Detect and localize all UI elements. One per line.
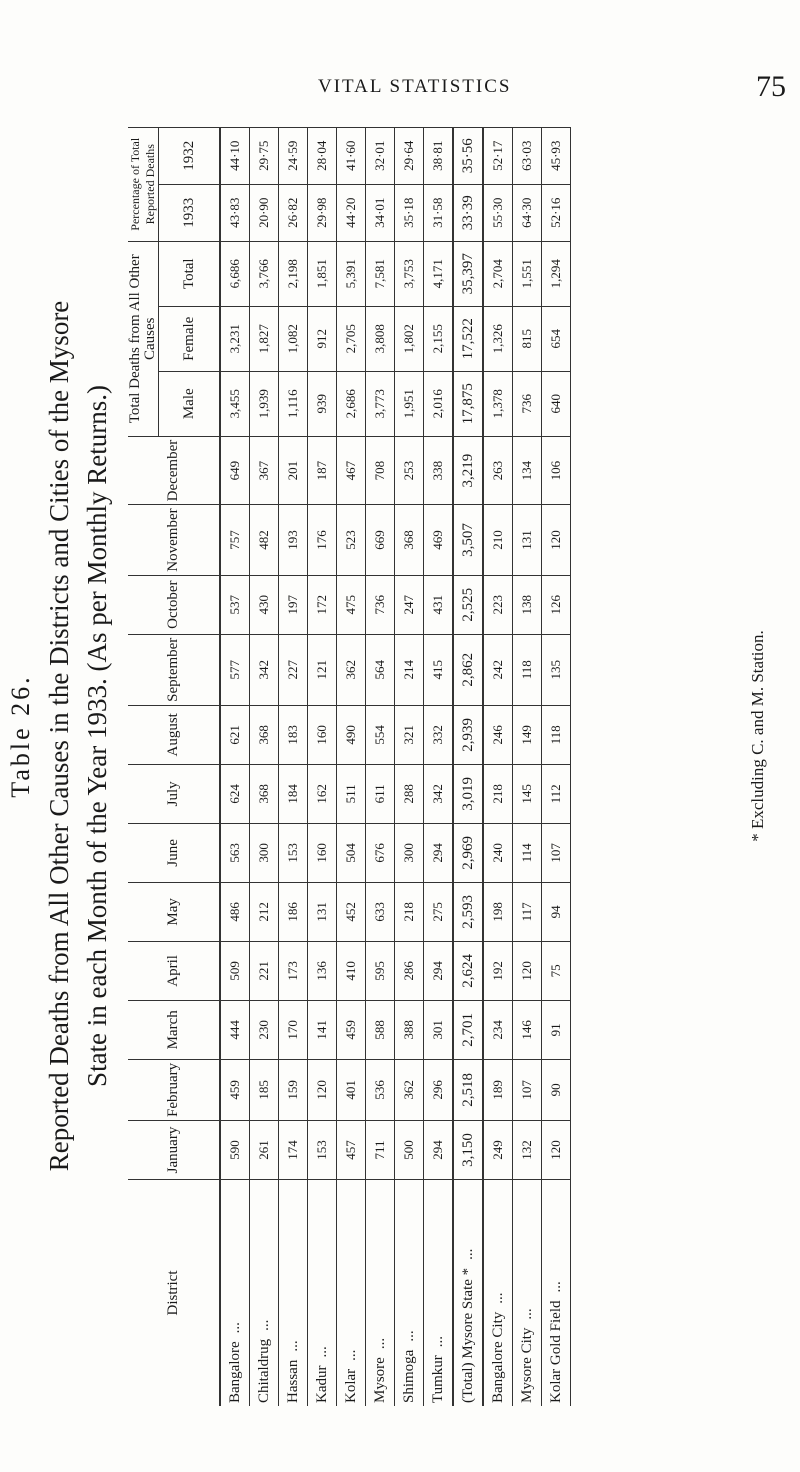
month-value-cell: 2,969 bbox=[453, 823, 483, 882]
month-value-cell: 242 bbox=[483, 634, 513, 705]
male-cell: 2,686 bbox=[337, 371, 366, 436]
pct-1932-cell: 29·64 bbox=[395, 127, 424, 184]
male-cell: 3,455 bbox=[220, 371, 250, 436]
month-value-cell: 159 bbox=[279, 1059, 308, 1120]
month-value-cell: 410 bbox=[337, 941, 366, 1000]
total-header: Total bbox=[159, 241, 221, 306]
month-value-cell: 504 bbox=[337, 823, 366, 882]
month-value-cell: 342 bbox=[250, 634, 279, 705]
month-header: September bbox=[128, 634, 220, 705]
month-value-cell: 117 bbox=[513, 882, 542, 941]
pct-1932-header: 1932 bbox=[159, 127, 221, 184]
month-value-cell: 388 bbox=[395, 1000, 424, 1059]
female-cell: 1,326 bbox=[483, 306, 513, 371]
month-value-cell: 459 bbox=[220, 1059, 250, 1120]
total-cell: 7,581 bbox=[366, 241, 395, 306]
month-value-cell: 708 bbox=[366, 436, 395, 505]
month-value-cell: 174 bbox=[279, 1121, 308, 1180]
month-value-cell: 114 bbox=[513, 823, 542, 882]
male-cell: 17,875 bbox=[453, 371, 483, 436]
district-name bbox=[308, 1180, 337, 1407]
month-value-cell: 633 bbox=[366, 882, 395, 941]
district-row bbox=[424, 127, 454, 1406]
month-header: January bbox=[128, 1121, 220, 1180]
month-value-cell: 131 bbox=[308, 882, 337, 941]
table-title-line-1: Reported Deaths from All Other Causes in the Districts and Cities of the Mysore bbox=[44, 300, 74, 1172]
month-value-cell: 247 bbox=[395, 575, 424, 634]
female-cell: 815 bbox=[513, 306, 542, 371]
district-name bbox=[220, 1180, 250, 1407]
month-value-cell: 2,525 bbox=[453, 575, 483, 634]
pct-1932-cell: 38·81 bbox=[424, 127, 454, 184]
month-value-cell: 246 bbox=[483, 705, 513, 764]
month-value-cell: 189 bbox=[483, 1059, 513, 1120]
leader-dots: ... bbox=[226, 1322, 243, 1334]
total-deaths-group-header: Total Deaths from All Other Causes bbox=[128, 241, 159, 436]
district-name-text: Shimoga bbox=[400, 1349, 417, 1403]
month-value-cell: 2,862 bbox=[453, 634, 483, 705]
month-value-cell: 294 bbox=[424, 941, 454, 1000]
month-value-cell: 240 bbox=[483, 823, 513, 882]
month-value-cell: 223 bbox=[483, 575, 513, 634]
female-cell: 3,808 bbox=[366, 306, 395, 371]
total-cell: 1,851 bbox=[308, 241, 337, 306]
page-number: 75 bbox=[756, 70, 786, 103]
total-cell: 2,198 bbox=[279, 241, 308, 306]
pct-1933-cell: 52·16 bbox=[542, 184, 571, 241]
leader-dots: ... bbox=[342, 1349, 359, 1361]
month-value-cell: 3,019 bbox=[453, 764, 483, 823]
month-value-cell: 452 bbox=[337, 882, 366, 941]
month-value-cell: 263 bbox=[483, 436, 513, 505]
month-value-cell: 490 bbox=[337, 705, 366, 764]
month-value-cell: 121 bbox=[308, 634, 337, 705]
total-cell: 2,704 bbox=[483, 241, 513, 306]
pct-1933-cell: 43·83 bbox=[220, 184, 250, 241]
month-value-cell: 669 bbox=[366, 505, 395, 575]
month-header: August bbox=[128, 705, 220, 764]
month-value-cell: 197 bbox=[279, 575, 308, 634]
leader-dots: ... bbox=[547, 1281, 564, 1293]
month-value-cell: 230 bbox=[250, 1000, 279, 1059]
month-value-cell: 183 bbox=[279, 705, 308, 764]
month-value-cell: 611 bbox=[366, 764, 395, 823]
month-value-cell: 368 bbox=[250, 764, 279, 823]
month-value-cell: 138 bbox=[513, 575, 542, 634]
district-name bbox=[424, 1180, 454, 1407]
month-value-cell: 595 bbox=[366, 941, 395, 1000]
month-value-cell: 294 bbox=[424, 1121, 454, 1180]
total-cell: 3,753 bbox=[395, 241, 424, 306]
month-value-cell: 160 bbox=[308, 823, 337, 882]
month-value-cell: 300 bbox=[395, 823, 424, 882]
state-total-row bbox=[453, 127, 483, 1406]
month-value-cell: 176 bbox=[308, 505, 337, 575]
month-value-cell: 218 bbox=[395, 882, 424, 941]
district-name-text: Bangalore bbox=[226, 1341, 243, 1403]
month-value-cell: 564 bbox=[366, 634, 395, 705]
pct-1932-cell: 28·04 bbox=[308, 127, 337, 184]
month-header: April bbox=[128, 941, 220, 1000]
district-header: District bbox=[128, 1180, 220, 1407]
leader-dots: ... bbox=[400, 1330, 417, 1342]
male-cell: 1,951 bbox=[395, 371, 424, 436]
total-cell: 4,171 bbox=[424, 241, 454, 306]
month-value-cell: 120 bbox=[513, 941, 542, 1000]
month-value-cell: 475 bbox=[337, 575, 366, 634]
month-value-cell: 362 bbox=[337, 634, 366, 705]
pct-1933-cell: 64·30 bbox=[513, 184, 542, 241]
total-cell: 1,294 bbox=[542, 241, 571, 306]
female-cell: 2,705 bbox=[337, 306, 366, 371]
month-value-cell: 145 bbox=[513, 764, 542, 823]
month-value-cell: 201 bbox=[279, 436, 308, 505]
district-name bbox=[337, 1180, 366, 1407]
month-value-cell: 457 bbox=[337, 1121, 366, 1180]
footnote: * Excluding C. and M. Station. bbox=[748, 630, 767, 842]
district-name bbox=[395, 1180, 424, 1407]
male-cell: 1,939 bbox=[250, 371, 279, 436]
month-value-cell: 234 bbox=[483, 1000, 513, 1059]
pct-1932-cell: 32·01 bbox=[366, 127, 395, 184]
pct-1932-cell: 41·60 bbox=[337, 127, 366, 184]
month-value-cell: 300 bbox=[250, 823, 279, 882]
month-value-cell: 153 bbox=[279, 823, 308, 882]
leader-dots: ... bbox=[313, 1346, 330, 1358]
pct-1933-header: 1933 bbox=[159, 184, 221, 241]
leader-dots: ... bbox=[429, 1335, 446, 1348]
male-cell: 736 bbox=[513, 371, 542, 436]
leader-dots: ... bbox=[518, 1308, 535, 1320]
month-value-cell: 210 bbox=[483, 505, 513, 575]
month-value-cell: 342 bbox=[424, 764, 454, 823]
month-value-cell: 249 bbox=[483, 1121, 513, 1180]
month-value-cell: 332 bbox=[424, 705, 454, 764]
month-value-cell: 676 bbox=[366, 823, 395, 882]
month-value-cell: 112 bbox=[542, 764, 571, 823]
total-cell: 35,397 bbox=[453, 241, 483, 306]
month-value-cell: 187 bbox=[308, 436, 337, 505]
month-value-cell: 126 bbox=[542, 575, 571, 634]
male-cell: 1,378 bbox=[483, 371, 513, 436]
district-name bbox=[513, 1180, 542, 1407]
month-value-cell: 173 bbox=[279, 941, 308, 1000]
running-head: VITAL STATISTICS bbox=[318, 76, 512, 97]
district-name bbox=[453, 1180, 483, 1407]
month-value-cell: 588 bbox=[366, 1000, 395, 1059]
male-cell: 640 bbox=[542, 371, 571, 436]
district-row bbox=[279, 127, 308, 1406]
male-cell: 2,016 bbox=[424, 371, 454, 436]
month-value-cell: 563 bbox=[220, 823, 250, 882]
pct-1933-cell: 35·18 bbox=[395, 184, 424, 241]
month-value-cell: 757 bbox=[220, 505, 250, 575]
total-cell: 3,766 bbox=[250, 241, 279, 306]
pct-1933-cell: 55·30 bbox=[483, 184, 513, 241]
month-value-cell: 3,507 bbox=[453, 505, 483, 575]
month-value-cell: 368 bbox=[250, 705, 279, 764]
male-cell: 3,773 bbox=[366, 371, 395, 436]
month-value-cell: 149 bbox=[513, 705, 542, 764]
leader-dots: ... bbox=[459, 1248, 476, 1260]
month-value-cell: 286 bbox=[395, 941, 424, 1000]
month-value-cell: 253 bbox=[395, 436, 424, 505]
month-value-cell: 227 bbox=[279, 634, 308, 705]
month-value-cell: 444 bbox=[220, 1000, 250, 1059]
district-row bbox=[250, 127, 279, 1406]
month-value-cell: 338 bbox=[424, 436, 454, 505]
month-value-cell: 523 bbox=[337, 505, 366, 575]
month-value-cell: 500 bbox=[395, 1121, 424, 1180]
pct-1933-cell: 31·58 bbox=[424, 184, 454, 241]
month-value-cell: 134 bbox=[513, 436, 542, 505]
district-row bbox=[220, 127, 250, 1406]
month-value-cell: 91 bbox=[542, 1000, 571, 1059]
month-value-cell: 649 bbox=[220, 436, 250, 505]
city-row bbox=[542, 127, 571, 1406]
leader-dots: ... bbox=[284, 1340, 301, 1352]
total-cell: 1,551 bbox=[513, 241, 542, 306]
district-name-text: (Total) Mysore State * bbox=[459, 1267, 476, 1403]
pct-1932-cell: 63·03 bbox=[513, 127, 542, 184]
pct-1932-cell: 44·10 bbox=[220, 127, 250, 184]
month-value-cell: 577 bbox=[220, 634, 250, 705]
female-header: Female bbox=[159, 306, 221, 371]
female-cell: 654 bbox=[542, 306, 571, 371]
month-header: July bbox=[128, 764, 220, 823]
month-value-cell: 621 bbox=[220, 705, 250, 764]
month-value-cell: 2,939 bbox=[453, 705, 483, 764]
district-name bbox=[250, 1180, 279, 1407]
district-name-text: Bangalore City bbox=[489, 1311, 506, 1403]
month-header: October bbox=[128, 575, 220, 634]
district-name-text: Kolar Gold Field bbox=[547, 1300, 564, 1403]
month-value-cell: 431 bbox=[424, 575, 454, 634]
pct-1932-cell: 45·93 bbox=[542, 127, 571, 184]
month-value-cell: 107 bbox=[542, 823, 571, 882]
month-value-cell: 301 bbox=[424, 1000, 454, 1059]
month-value-cell: 467 bbox=[337, 436, 366, 505]
district-name bbox=[542, 1180, 571, 1407]
month-value-cell: 486 bbox=[220, 882, 250, 941]
month-value-cell: 90 bbox=[542, 1059, 571, 1120]
month-value-cell: 2,701 bbox=[453, 1000, 483, 1059]
district-name-text: Hassan bbox=[284, 1359, 301, 1403]
month-value-cell: 75 bbox=[542, 941, 571, 1000]
female-cell: 2,155 bbox=[424, 306, 454, 371]
month-value-cell: 141 bbox=[308, 1000, 337, 1059]
month-value-cell: 367 bbox=[250, 436, 279, 505]
month-value-cell: 160 bbox=[308, 705, 337, 764]
month-value-cell: 131 bbox=[513, 505, 542, 575]
month-value-cell: 459 bbox=[337, 1000, 366, 1059]
month-value-cell: 162 bbox=[308, 764, 337, 823]
month-value-cell: 186 bbox=[279, 882, 308, 941]
month-value-cell: 2,518 bbox=[453, 1059, 483, 1120]
district-name-text: Mysore bbox=[371, 1357, 388, 1403]
female-cell: 3,231 bbox=[220, 306, 250, 371]
month-value-cell: 3,219 bbox=[453, 436, 483, 505]
pct-1933-cell: 33·39 bbox=[453, 184, 483, 241]
month-value-cell: 120 bbox=[542, 505, 571, 575]
month-value-cell: 192 bbox=[483, 941, 513, 1000]
total-cell: 5,391 bbox=[337, 241, 366, 306]
leader-dots: ... bbox=[489, 1292, 506, 1304]
month-value-cell: 482 bbox=[250, 505, 279, 575]
month-value-cell: 198 bbox=[483, 882, 513, 941]
month-value-cell: 362 bbox=[395, 1059, 424, 1120]
month-value-cell: 368 bbox=[395, 505, 424, 575]
month-value-cell: 184 bbox=[279, 764, 308, 823]
month-value-cell: 537 bbox=[220, 575, 250, 634]
month-header: June bbox=[128, 823, 220, 882]
month-value-cell: 469 bbox=[424, 505, 454, 575]
month-value-cell: 212 bbox=[250, 882, 279, 941]
district-row bbox=[395, 127, 424, 1406]
month-value-cell: 415 bbox=[424, 634, 454, 705]
female-cell: 1,827 bbox=[250, 306, 279, 371]
deaths-table bbox=[128, 127, 571, 1406]
month-value-cell: 218 bbox=[483, 764, 513, 823]
month-value-cell: 118 bbox=[542, 705, 571, 764]
month-value-cell: 107 bbox=[513, 1059, 542, 1120]
month-value-cell: 170 bbox=[279, 1000, 308, 1059]
month-value-cell: 120 bbox=[308, 1059, 337, 1120]
district-row bbox=[308, 127, 337, 1406]
pct-1932-cell: 52·17 bbox=[483, 127, 513, 184]
pct-1933-cell: 44·20 bbox=[337, 184, 366, 241]
pct-1933-cell: 29·98 bbox=[308, 184, 337, 241]
month-value-cell: 146 bbox=[513, 1000, 542, 1059]
month-value-cell: 536 bbox=[366, 1059, 395, 1120]
female-cell: 912 bbox=[308, 306, 337, 371]
month-value-cell: 185 bbox=[250, 1059, 279, 1120]
month-value-cell: 511 bbox=[337, 764, 366, 823]
month-value-cell: 221 bbox=[250, 941, 279, 1000]
female-cell: 1,802 bbox=[395, 306, 424, 371]
month-value-cell: 275 bbox=[424, 882, 454, 941]
month-value-cell: 120 bbox=[542, 1121, 571, 1180]
pct-1933-cell: 20·90 bbox=[250, 184, 279, 241]
pct-1932-cell: 24·59 bbox=[279, 127, 308, 184]
month-value-cell: 106 bbox=[542, 436, 571, 505]
district-name-text: Mysore City bbox=[518, 1327, 535, 1403]
city-row bbox=[483, 127, 513, 1406]
district-name-text: Chitaldrug bbox=[255, 1338, 272, 1403]
month-value-cell: 711 bbox=[366, 1121, 395, 1180]
male-header: Male bbox=[159, 371, 221, 436]
district-name-text: Kolar bbox=[342, 1368, 359, 1403]
month-value-cell: 136 bbox=[308, 941, 337, 1000]
table-title-line-2: State in each Month of the Year 1933. (As per Monthly Returns.) bbox=[82, 385, 112, 1087]
month-value-cell: 430 bbox=[250, 575, 279, 634]
female-cell: 1,082 bbox=[279, 306, 308, 371]
male-cell: 1,116 bbox=[279, 371, 308, 436]
month-value-cell: 94 bbox=[542, 882, 571, 941]
month-header: November bbox=[128, 505, 220, 575]
district-row bbox=[337, 127, 366, 1406]
month-value-cell: 288 bbox=[395, 764, 424, 823]
month-value-cell: 554 bbox=[366, 705, 395, 764]
district-name-text: Kadur bbox=[313, 1365, 330, 1403]
month-value-cell: 736 bbox=[366, 575, 395, 634]
month-header: February bbox=[128, 1059, 220, 1120]
header-row bbox=[128, 127, 159, 1406]
month-value-cell: 2,624 bbox=[453, 941, 483, 1000]
month-header: December bbox=[128, 436, 220, 505]
male-cell: 939 bbox=[308, 371, 337, 436]
month-value-cell: 172 bbox=[308, 575, 337, 634]
month-value-cell: 624 bbox=[220, 764, 250, 823]
month-value-cell: 2,593 bbox=[453, 882, 483, 941]
month-value-cell: 590 bbox=[220, 1121, 250, 1180]
month-value-cell: 294 bbox=[424, 823, 454, 882]
district-row bbox=[366, 127, 395, 1406]
month-header: May bbox=[128, 882, 220, 941]
total-cell: 6,686 bbox=[220, 241, 250, 306]
district-name bbox=[366, 1180, 395, 1407]
pct-1932-cell: 29·75 bbox=[250, 127, 279, 184]
month-value-cell: 153 bbox=[308, 1121, 337, 1180]
table-body bbox=[220, 127, 571, 1406]
city-row bbox=[513, 127, 542, 1406]
pct-1933-cell: 34·01 bbox=[366, 184, 395, 241]
month-value-cell: 261 bbox=[250, 1121, 279, 1180]
month-value-cell: 296 bbox=[424, 1059, 454, 1120]
female-cell: 17,522 bbox=[453, 306, 483, 371]
month-value-cell: 321 bbox=[395, 705, 424, 764]
month-value-cell: 214 bbox=[395, 634, 424, 705]
leader-dots: ... bbox=[371, 1337, 388, 1350]
month-value-cell: 132 bbox=[513, 1121, 542, 1180]
pct-1932-cell: 35·56 bbox=[453, 127, 483, 184]
month-value-cell: 401 bbox=[337, 1059, 366, 1120]
leader-dots: ... bbox=[255, 1319, 272, 1331]
month-header: March bbox=[128, 1000, 220, 1059]
month-value-cell: 135 bbox=[542, 634, 571, 705]
district-name bbox=[279, 1180, 308, 1407]
percentage-group-header: Percentage of Total Reported Deaths bbox=[128, 127, 159, 241]
month-value-cell: 193 bbox=[279, 505, 308, 575]
table-label: Table 26. bbox=[6, 674, 35, 798]
month-value-cell: 118 bbox=[513, 634, 542, 705]
month-value-cell: 3,150 bbox=[453, 1121, 483, 1180]
district-name-text: Tumkur bbox=[429, 1355, 446, 1403]
month-value-cell: 509 bbox=[220, 941, 250, 1000]
district-name bbox=[483, 1180, 513, 1407]
pct-1933-cell: 26·82 bbox=[279, 184, 308, 241]
